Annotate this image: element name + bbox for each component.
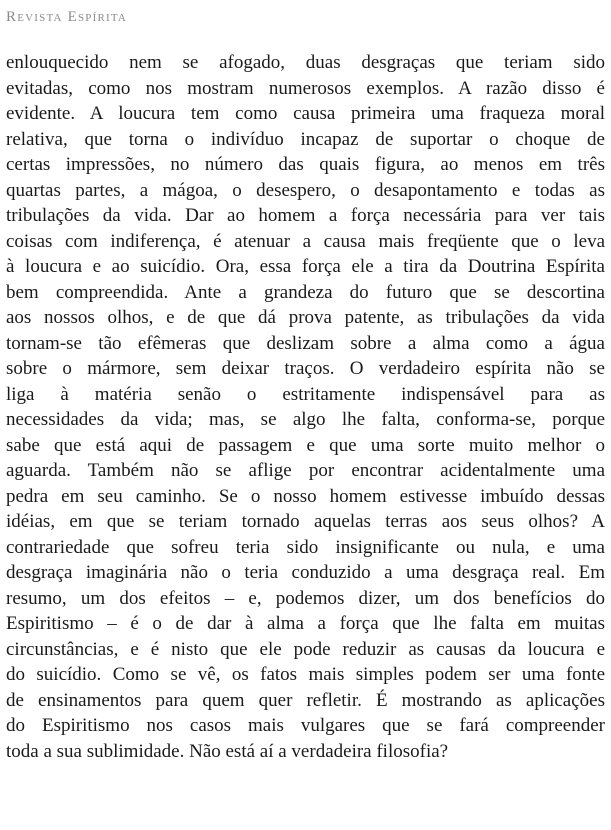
text-line: sabe que está aqui de passagem e que uma sorte muito melhor o	[6, 434, 605, 456]
text-line: contrariedade que sofreu teria sido insignificante ou nula, e uma	[6, 536, 605, 558]
body-text	[6, 50, 605, 764]
text-line: necessidades da vida; mas, se algo lhe falta, conforma-se, porque	[6, 409, 605, 430]
text-line: coisas com indiferença, é atenuar a causa mais freqüente que o leva	[6, 230, 605, 252]
text-line: evitadas, como nos mostram numerosos exemplos. A razão disso é	[6, 77, 605, 99]
text-line: à loucura e ao suicídio. Ora, essa força ele a tira da Doutrina Espírita	[6, 256, 605, 277]
text-line: circunstâncias, e é nisto que ele pode reduzir as causas da loucura e	[6, 638, 605, 660]
text-line: tribulações da vida. Dar ao homem a força necessária para ver tais	[6, 205, 605, 226]
text-line: evidente. A loucura tem como causa primeira uma fraqueza moral	[6, 103, 605, 124]
text-line: enlouquecido nem se afogado, duas desgraças que teriam sido	[6, 52, 605, 73]
text-line: do Espiritismo nos casos mais vulgares que se fará compreender	[6, 715, 605, 736]
text-line: sobre o mármore, sem deixar traços. O verdadeiro espírita não se	[6, 358, 605, 379]
text-line: tornam-se tão efêmeras que deslizam sobre a alma como a água	[6, 332, 605, 354]
text-line: aguarda. Também não se aflige por encontrar acidentalmente uma	[6, 460, 605, 481]
text-line: pedra em seu caminho. Se o nosso homem estivesse imbuído dessas	[6, 485, 605, 507]
text-line: relativa, que torna o indivíduo incapaz de suportar o choque de	[6, 128, 605, 150]
text-line: resumo, um dos efeitos – e, podemos dizer, um dos benefícios do	[6, 587, 605, 609]
text-line: quartas partes, a mágoa, o desespero, o desapontamento e todas as	[6, 179, 605, 201]
text-line: idéias, em que se teriam tornado aquelas terras aos seus olhos? A	[6, 511, 605, 532]
text-line: de ensinamentos para quem quer refletir. É mostrando as aplicações	[6, 689, 605, 711]
text-line: desgraça imaginária não o teria conduzido a uma desgraça real. Em	[6, 562, 605, 583]
running-header: Revista Espírita	[6, 9, 128, 25]
text-line: bem compreendida. Ante a grandeza do futuro que se descortina	[6, 281, 605, 303]
text-line: Espiritismo – é o de dar à alma a força que lhe falta em muitas	[6, 613, 605, 634]
text-line: do suicídio. Como se vê, os fatos mais simples podem ser uma fonte	[6, 664, 605, 685]
text-line: toda a sua sublimidade. Não está aí a verdadeira filosofia?	[6, 740, 449, 762]
text-line: aos nossos olhos, e de que dá prova patente, as tribulações da vida	[6, 307, 605, 328]
text-line: certas impressões, no número das quais figura, ao menos em três	[6, 154, 605, 175]
text-line: liga à matéria senão o estritamente indispensável para as	[6, 383, 605, 405]
